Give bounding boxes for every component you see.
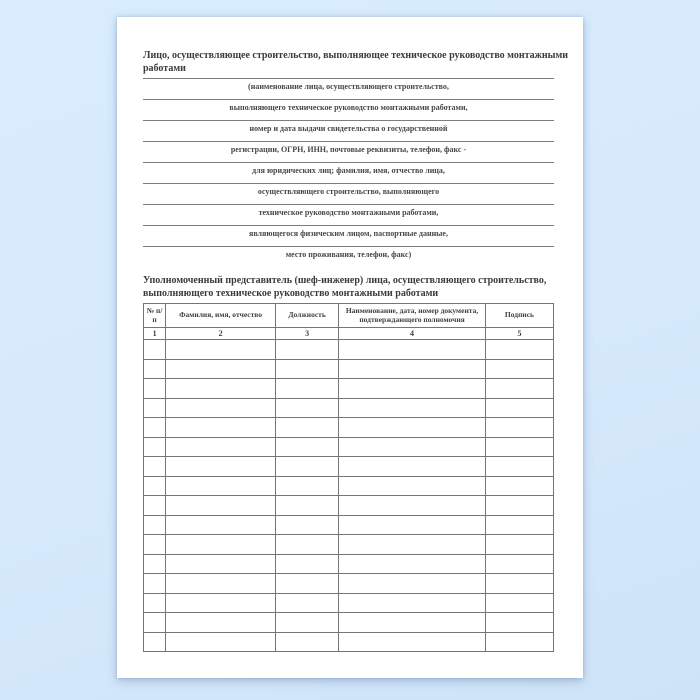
table-row	[144, 535, 554, 555]
empty-cell	[166, 340, 276, 360]
field-caption: регистрации, ОГРН, ИНН, почтовые реквизиты, телефон, факс -	[230, 145, 467, 154]
empty-cell	[166, 418, 276, 438]
header-cell-document: Наименование, дата, номер документа, подтверждающего полномочия	[339, 304, 486, 328]
empty-cell	[166, 632, 276, 652]
column-number-cell: 2	[166, 328, 276, 340]
empty-cell	[339, 340, 486, 360]
empty-cell	[276, 457, 339, 477]
table-row	[144, 418, 554, 438]
empty-cell	[339, 437, 486, 457]
field-caption: техническое руководство монтажными работами,	[258, 208, 439, 217]
header-cell-num: № п/п	[144, 304, 166, 328]
section1-heading-line2: работами	[143, 63, 186, 74]
empty-cell	[485, 496, 553, 516]
table-row	[144, 515, 554, 535]
empty-cell	[144, 593, 166, 613]
empty-cell	[144, 359, 166, 379]
field-caption: для юридических лиц; фамилия, имя, отчество лица,	[252, 166, 445, 175]
empty-cell	[485, 574, 553, 594]
empty-cell	[485, 632, 553, 652]
table-header-row	[144, 304, 554, 328]
section1-heading	[143, 49, 569, 75]
table-row	[144, 613, 554, 633]
empty-cell	[485, 515, 553, 535]
table-row	[144, 496, 554, 516]
table-row	[144, 340, 554, 360]
empty-cell	[166, 515, 276, 535]
empty-cell	[276, 593, 339, 613]
empty-cell	[144, 613, 166, 633]
empty-cell	[339, 457, 486, 477]
table-head	[144, 304, 554, 340]
empty-cell	[144, 574, 166, 594]
empty-cell	[339, 515, 486, 535]
field-caption: осуществляющего строительство, выполняющего	[257, 187, 440, 196]
empty-cell	[144, 554, 166, 574]
blank-field-line	[143, 120, 554, 141]
table-row	[144, 437, 554, 457]
header-cell-name: Фамилия, имя, отчество	[166, 304, 276, 328]
header-cell-position: Должность	[276, 304, 339, 328]
empty-cell	[276, 476, 339, 496]
empty-cell	[485, 437, 553, 457]
empty-cell	[144, 476, 166, 496]
empty-cell	[485, 340, 553, 360]
empty-cell	[144, 515, 166, 535]
empty-cell	[166, 535, 276, 555]
blank-fields	[143, 78, 554, 267]
blank-field-line	[143, 183, 554, 204]
empty-cell	[276, 418, 339, 438]
empty-cell	[485, 554, 553, 574]
empty-cell	[339, 632, 486, 652]
empty-cell	[339, 613, 486, 633]
blank-field-line	[143, 204, 554, 225]
blank-field-line	[143, 99, 554, 120]
empty-cell	[339, 574, 486, 594]
field-caption: (наименование лица, осуществляющего строительство,	[248, 82, 449, 91]
empty-cell	[166, 476, 276, 496]
table-row	[144, 476, 554, 496]
empty-cell	[276, 613, 339, 633]
empty-cell	[166, 398, 276, 418]
empty-cell	[166, 574, 276, 594]
empty-cell	[276, 437, 339, 457]
empty-cell	[339, 379, 486, 399]
empty-cell	[276, 340, 339, 360]
empty-cell	[144, 379, 166, 399]
empty-cell	[166, 437, 276, 457]
column-number-cell: 4	[339, 328, 486, 340]
table-row	[144, 554, 554, 574]
empty-cell	[339, 398, 486, 418]
empty-cell	[144, 340, 166, 360]
empty-cell	[144, 496, 166, 516]
table-row	[144, 398, 554, 418]
empty-cell	[276, 554, 339, 574]
section2-heading	[143, 274, 554, 300]
section2-heading-line1: Уполномоченный представитель (шеф-инженер) лица, осуществляющего строительство,	[143, 275, 547, 286]
empty-cell	[339, 359, 486, 379]
table-row	[144, 379, 554, 399]
blank-field-line	[143, 162, 554, 183]
header-cell-signature: Подпись	[485, 304, 553, 328]
empty-cell	[276, 574, 339, 594]
empty-cell	[276, 632, 339, 652]
empty-cell	[276, 535, 339, 555]
empty-cell	[276, 515, 339, 535]
representatives-table	[143, 303, 554, 652]
empty-cell	[166, 359, 276, 379]
empty-cell	[485, 457, 553, 477]
field-caption: номер и дата выдачи свидетельства о государственной	[249, 124, 448, 133]
empty-cell	[485, 379, 553, 399]
document-paper	[117, 17, 583, 678]
blank-field-line	[143, 141, 554, 162]
empty-cell	[485, 613, 553, 633]
empty-cell	[166, 457, 276, 477]
field-caption: выполняющего техническое руководство монтажными работами,	[229, 103, 468, 112]
field-caption: являющегося физическим лицом, паспортные данные,	[249, 229, 448, 238]
blank-field-line	[143, 78, 554, 99]
empty-cell	[144, 418, 166, 438]
empty-cell	[166, 593, 276, 613]
empty-cell	[339, 593, 486, 613]
empty-cell	[485, 398, 553, 418]
empty-cell	[144, 457, 166, 477]
empty-cell	[339, 418, 486, 438]
table-row	[144, 593, 554, 613]
column-number-cell: 5	[485, 328, 553, 340]
empty-cell	[276, 359, 339, 379]
empty-cell	[144, 632, 166, 652]
empty-cell	[144, 398, 166, 418]
table-row	[144, 632, 554, 652]
table-row	[144, 359, 554, 379]
empty-cell	[144, 535, 166, 555]
table-empty-rows	[144, 340, 554, 652]
empty-cell	[166, 496, 276, 516]
empty-cell	[485, 476, 553, 496]
empty-cell	[166, 554, 276, 574]
blank-field-line	[143, 225, 554, 246]
empty-cell	[485, 593, 553, 613]
empty-cell	[276, 379, 339, 399]
section1-heading-line1: Лицо, осуществляющее строительство, выполняющее техническое руководство монтажными	[143, 50, 569, 61]
empty-cell	[166, 613, 276, 633]
column-number-cell: 1	[144, 328, 166, 340]
empty-cell	[485, 418, 553, 438]
empty-cell	[339, 496, 486, 516]
column-number-cell: 3	[276, 328, 339, 340]
empty-cell	[166, 379, 276, 399]
document-content	[143, 49, 569, 652]
empty-cell	[276, 398, 339, 418]
empty-cell	[276, 496, 339, 516]
empty-cell	[339, 535, 486, 555]
column-numbers-row	[144, 328, 554, 340]
empty-cell	[485, 359, 553, 379]
section2-heading-line2: выполняющего техническое руководство монтажными работами	[143, 288, 439, 299]
table-row	[144, 457, 554, 477]
blank-field-line	[143, 246, 554, 267]
empty-cell	[339, 476, 486, 496]
table-row	[144, 574, 554, 594]
empty-cell	[339, 554, 486, 574]
field-caption: место проживания, телефон, факс)	[285, 250, 412, 259]
empty-cell	[144, 437, 166, 457]
empty-cell	[485, 535, 553, 555]
